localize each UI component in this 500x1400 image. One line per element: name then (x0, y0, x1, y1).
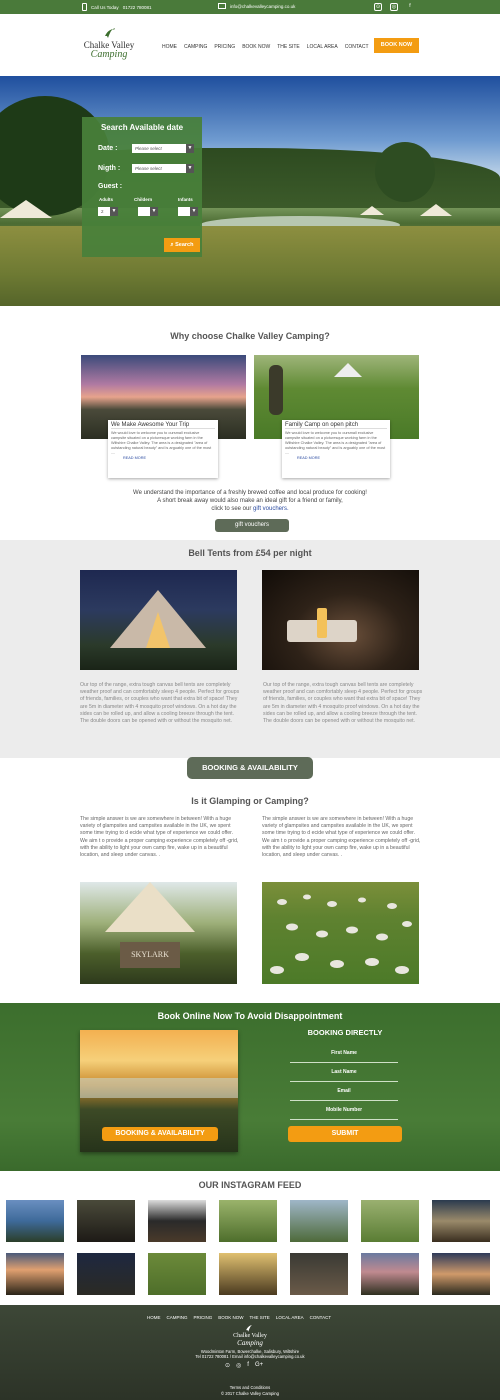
search-icon: ⌕ (170, 242, 174, 248)
submit-button[interactable]: SUBMIT (288, 1126, 402, 1142)
top-bar (0, 0, 500, 14)
date-label: Date : (98, 145, 118, 152)
night-select-value: Please select (135, 166, 162, 171)
footer-contact: Tel 01722 780081 / Email info@chalkevalleycamping.co.uk (195, 1354, 305, 1359)
instagram-photo[interactable] (290, 1200, 348, 1242)
facebook-icon[interactable]: f (409, 3, 411, 9)
bell-tent-interior-photo (262, 570, 419, 670)
card-title: We Make Awesome Your Trip (111, 423, 215, 429)
site-footer (0, 1305, 500, 1400)
why-paragraph-1: We understand the importance of a freshly brewed coffee and local produce for cooking! (133, 490, 367, 496)
email-address: info@chalkevalleycamping.co.uk (230, 3, 296, 9)
instagram-photo[interactable] (77, 1200, 135, 1242)
footer-nav (147, 1315, 331, 1320)
children-select[interactable] (138, 207, 158, 216)
glamping-text-right: The simple answer is we are somewhere in between! With a huge variety of glampsites and campsites available in the UK, we spent some time trying to d ecide what type of experience we could offer. We aim t o provide a proper camping experience completely off -grid, with the ability to light your own camp fire, wake up in a beautiful location, and sleep under canvas. . (262, 816, 421, 859)
skylark-tent-photo (80, 882, 237, 984)
chevron-down-icon: ▼ (191, 208, 197, 214)
footer-social (225, 1362, 263, 1369)
glamping-text-left: The simple answer is we are somewhere in between! With a huge variety of glampsites and campsites available in the UK, we spent some time trying to d ecide what type of experience we could offer. We aim t o provide a proper camping experience completely off -grid, with the ability to light your own camp fire, wake up in a beautiful location, and sleep under canvas. . (80, 816, 239, 859)
phone-contact[interactable] (82, 3, 151, 11)
nav-home[interactable]: HOME (162, 44, 177, 50)
photo-tent (334, 363, 362, 377)
nav-camping[interactable]: CAMPING (184, 44, 208, 50)
mail-icon (218, 3, 226, 9)
nav-pricing[interactable]: PRICING (214, 44, 236, 50)
adults-select-value: 2 (101, 209, 104, 214)
instagram-title: OUR INSTAGRAM FEED (198, 1180, 302, 1190)
hero-banner (0, 76, 500, 306)
footer-nav-local-area[interactable]: LOCAL AREA (275, 1315, 304, 1320)
main-nav (162, 44, 369, 50)
photo-water (80, 1078, 238, 1098)
photo-lantern (317, 608, 327, 638)
read-more-link[interactable]: READ MORE (297, 456, 320, 460)
sheep-field-photo (262, 882, 419, 984)
site-header (0, 14, 500, 76)
mobile-number-field[interactable]: Mobile Number (290, 1104, 398, 1120)
footer-nav-the-site[interactable]: THE SITE (249, 1315, 270, 1320)
search-button-label: Search (175, 242, 194, 248)
instagram-photo[interactable] (77, 1253, 135, 1295)
photo-tent-light (146, 612, 170, 648)
skylark-sign: SKYLARK (120, 942, 180, 968)
bell-text-right: Our top of the range, extra tough canvas bell tents are completely weather proof and can comfortably sleep 4 people. Perfect for groups of friends, families, or couples who want that extra bit of space! They are 5m in diameter with 4 mosquito proof windows. On a hot day the sides can be rolled up, and allow a cooling breeze through the tent. The double doors can be opened with or without the mosquito net. (263, 682, 423, 725)
card-text: We would love to welcome you to oursmall exclusive campsite situated on a picturesque working farm in the Wiltshire Chalke Valley. The area is a designated "area of outstanding natural beauty" and is arguably one of the most .... (111, 431, 212, 455)
photo-tent (105, 882, 195, 932)
night-select[interactable] (132, 164, 194, 173)
last-name-field[interactable]: Last Name (290, 1066, 398, 1082)
facebook-icon[interactable]: f (247, 1362, 249, 1368)
bell-tent-night-photo (80, 570, 237, 670)
search-available-panel (82, 117, 202, 257)
instagram-photo[interactable] (361, 1200, 419, 1242)
footer-nav-contact[interactable]: CONTACT (309, 1315, 332, 1320)
guest-label: Guest : (98, 183, 123, 190)
adults-select[interactable] (98, 207, 118, 216)
date-select-value: Please select (135, 146, 162, 151)
card-text: We would love to welcome you to oursmall exclusive campsite situated on a picturesque working farm in the Wiltshire Chalke Valley. The area is a designated "area of outstanding natural beauty" and is arguably one of the most .... (285, 431, 386, 455)
children-label: Childern (134, 197, 153, 202)
booking-availability-button-2[interactable]: BOOKING & AVAILABILITY (102, 1127, 218, 1141)
photo-person (269, 365, 283, 415)
booking-directly-title: BOOKING DIRECTLY (307, 1028, 383, 1037)
search-button[interactable] (164, 238, 200, 252)
logo-line2: Camping (90, 49, 128, 60)
phone-number: 01722 780081 (122, 4, 152, 10)
footer-nav-camping[interactable]: CAMPING (166, 1315, 188, 1320)
glamping-title: Is it Glamping or Camping? (191, 796, 309, 806)
footer-nav-home[interactable]: HOME (147, 1315, 161, 1320)
search-title: Search Available date (100, 123, 184, 132)
nav-local-area[interactable]: LOCAL AREA (306, 44, 338, 50)
footer-nav-book-now[interactable]: BOOK NOW (218, 1315, 244, 1320)
nav-the-site[interactable]: THE SITE (277, 44, 300, 50)
hero-tent (420, 204, 452, 216)
instagram-photo[interactable] (148, 1200, 206, 1242)
nav-contact[interactable]: CONTACT (344, 44, 369, 50)
footer-nav-pricing[interactable]: PRICING (193, 1315, 213, 1320)
call-label: Call Us Today (91, 4, 119, 10)
hero-tree-right (375, 142, 435, 202)
why-card-trip (108, 420, 218, 478)
nav-book-now[interactable]: BOOK NOW (242, 44, 271, 50)
bell-title: Bell Tents from £54 per night (188, 548, 312, 558)
instagram-photo[interactable] (361, 1253, 419, 1295)
instagram-photo[interactable] (290, 1253, 348, 1295)
instagram-icon[interactable]: ◎ (391, 4, 397, 10)
booking-section (0, 1003, 500, 1171)
why-paragraph-3-text: click to see our (211, 506, 253, 512)
logo-line1: Chalke Valley (83, 40, 135, 50)
gift-vouchers-link[interactable]: gift vouchers. (253, 506, 289, 512)
site-logo[interactable] (80, 26, 138, 66)
chevron-down-icon: ▼ (187, 165, 193, 171)
booking-availability-button[interactable]: BOOKING & AVAILABILITY (187, 757, 313, 779)
phone-icon (82, 3, 87, 11)
instagram-photo[interactable] (432, 1200, 490, 1242)
terms-link[interactable]: Terms and Conditions (229, 1385, 271, 1390)
infants-select[interactable] (178, 207, 198, 216)
instagram-photo[interactable] (148, 1253, 206, 1295)
instagram-photo[interactable] (219, 1253, 277, 1295)
hero-grass (0, 226, 500, 306)
footer-bird-logo-icon (243, 1323, 255, 1333)
date-select[interactable] (132, 144, 194, 153)
book-now-button[interactable]: BOOK NOW (374, 38, 419, 53)
footer-logo-line2: Camping (237, 1339, 263, 1347)
infants-label: Infants (178, 197, 193, 202)
instagram-icon[interactable]: ◎ (236, 1363, 242, 1369)
hero-tent (0, 200, 52, 218)
footer-copyright: © 2017 Chalke Valley Camping (221, 1391, 279, 1396)
footer-address: Woodminton Farm, Bowerchalke, Salisbury, Wiltshire (200, 1349, 300, 1354)
email-contact[interactable] (218, 3, 295, 9)
first-name-field[interactable]: First Name (290, 1047, 398, 1063)
email-field[interactable]: Email (290, 1085, 398, 1101)
adults-label: Adults (99, 197, 113, 202)
google-plus-icon[interactable]: G+ (254, 1362, 264, 1368)
why-paragraph-2: A short break away would also make an ideal gift for a friend or family, (157, 498, 343, 504)
instagram-photo[interactable] (6, 1253, 64, 1295)
why-paragraph-3 (0, 505, 500, 513)
booking-title: Book Online Now To Avoid Disappointment (157, 1011, 343, 1021)
tripadvisor-icon[interactable]: ⊙ (225, 1363, 231, 1369)
bell-tents-section (0, 540, 500, 758)
footer-logo-line1: Chalke Valley (233, 1333, 267, 1339)
read-more-link[interactable]: READ MORE (123, 456, 146, 460)
hero-tent (360, 206, 384, 215)
night-label: Nigth : (98, 165, 121, 172)
why-card-family (282, 420, 390, 478)
chevron-down-icon: ▼ (151, 208, 157, 214)
card-title: Family Camp on open pitch (285, 423, 387, 429)
bell-text-left: Our top of the range, extra tough canvas bell tents are completely weather proof and can comfortably sleep 4 people. Perfect for groups of friends, families, or couples who want that extra bit of space! They are 5m in diameter with 4 mosquito proof windows. On a hot day the sides can be rolled up, and allow a cooling breeze through the tent. The double doors can be opened with or without the mosquito net. (80, 682, 240, 725)
instagram-photo[interactable] (432, 1253, 490, 1295)
why-title: Why choose Chalke Valley Camping? (170, 331, 330, 341)
gift-vouchers-button[interactable]: gift vouchers (215, 519, 289, 532)
bird-logo-icon (102, 26, 116, 40)
tripadvisor-icon[interactable]: ⊙ (375, 4, 381, 10)
chevron-down-icon: ▼ (111, 208, 117, 214)
sheep-flock-icon (262, 882, 419, 984)
instagram-photo[interactable] (6, 1200, 64, 1242)
instagram-photo[interactable] (219, 1200, 277, 1242)
chevron-down-icon: ▼ (187, 145, 193, 151)
